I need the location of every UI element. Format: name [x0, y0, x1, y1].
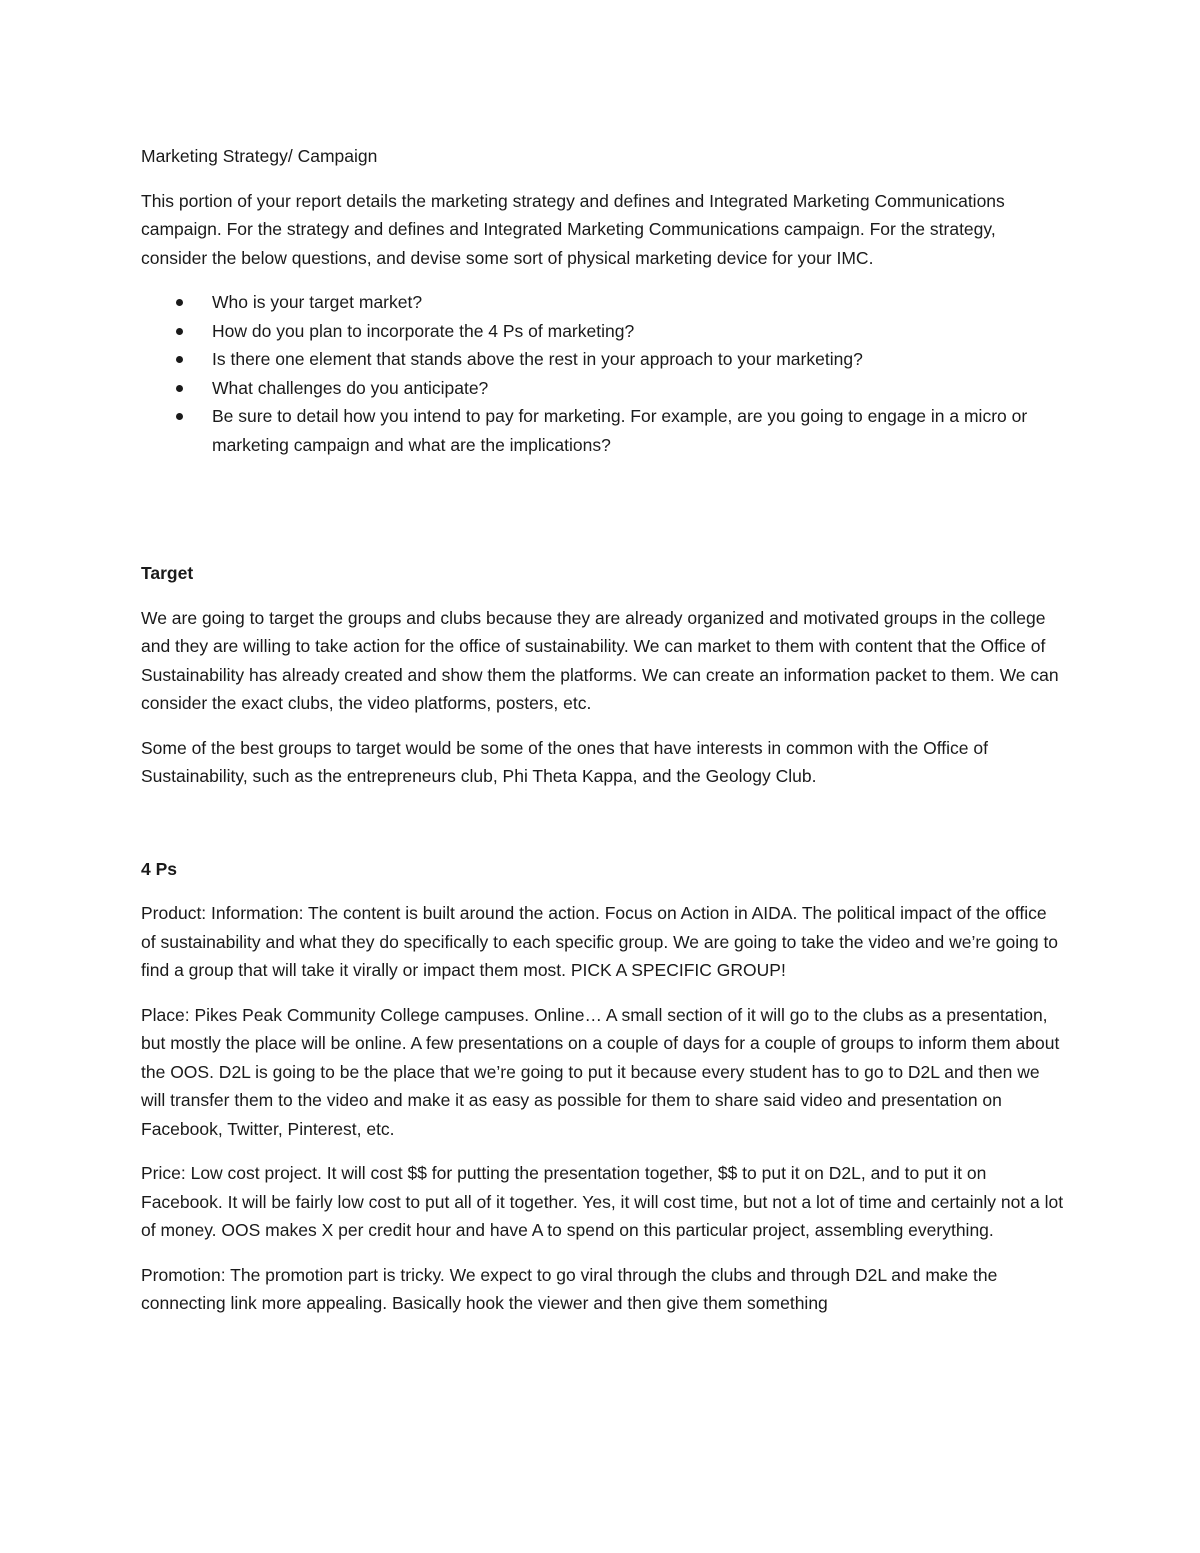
price-paragraph: Price: Low cost project. It will cost $$ for putting the presentation together, $$ to put it on D2L, and to put it on Facebook. It will be fairly low cost to put all of it together. Yes, it will cost time, but not a lot of time and certainly not a lot of money. OOS makes X per credit hour and have A to spend on this particular project, assembling everything.: [141, 1163, 1064, 1240]
product-paragraph: Product: Information: The content is built around the action. Focus on Action in AIDA. The political impact of the office of sustainability and what they do specifically to each specific group. We are going to take the video and we’re going to find a group that will take it virally or impact them most. PICK A SPECIFIC GROUP!: [141, 903, 1059, 980]
list-item-text: Is there one element that stands above the rest in your approach to your marketing?: [212, 349, 863, 369]
spacer: [141, 475, 1066, 559]
bullet-icon: [176, 413, 183, 420]
four-ps-heading: 4 Ps: [141, 858, 177, 879]
bullet-icon: [176, 299, 183, 306]
document-page: [141, 142, 1066, 1334]
list-item-text: Who is your target market?: [212, 292, 423, 312]
bullet-icon: [176, 385, 183, 392]
target-heading: Target: [141, 563, 194, 583]
question-list: [141, 288, 1066, 459]
spacer: [141, 807, 1066, 855]
list-item-text: How do you plan to incorporate the 4 Ps of marketing?: [212, 320, 635, 341]
target-paragraph: We are going to target the groups and clubs because they are already organized and motivated groups in the college and they are willing to take action for the office of sustainability. We can market to them with content that the Office of Sustainability has already created and show them the platforms. We can create an information packet to them. We can consider the exact clubs, the video platforms, posters, etc.: [141, 607, 1059, 713]
intro-paragraph: This portion of your report details the marketing strategy and defines and Integrated Marketing Communications campaign. For the strategy and defines and Integrated Marketing Communications campaign. For the strategy, consider the below questions, and devise some sort of physical marketing device for your IMC.: [141, 190, 1005, 268]
list-item: [141, 402, 1066, 459]
bullet-icon: [176, 328, 183, 335]
list-item: [141, 374, 1066, 403]
target-paragraph: Some of the best groups to target would be some of the ones that have interests in common with the Office of Sustainability, such as the entrepreneurs club, Phi Theta Kappa, and the Geology Club.: [141, 737, 988, 786]
bullet-icon: [176, 356, 183, 363]
list-item: [141, 317, 1066, 346]
list-item-text: What challenges do you anticipate?: [212, 377, 489, 398]
place-paragraph: Place: Pikes Peak Community College campuses. Online… A small section of it will go to the clubs as a presentation, but mostly the place will be online. A few presentations on a couple of days for a couple of groups to inform them about the OOS. D2L is going to be the place that we’re going to put it because every student has to go to D2L and then we will transfer them to the video and make it as easy as possible for them to share said video and presentation on Facebook, Twitter, Pinterest, etc.: [141, 1004, 1060, 1139]
list-item-text: Be sure to detail how you intend to pay for marketing. For example, are you going to engage in a micro or marketing campaign and what are the implications?: [212, 406, 1028, 455]
list-item: [141, 288, 1066, 317]
promotion-paragraph: Promotion: The promotion part is tricky. We expect to go viral through the clubs and through D2L and make the connecting link more appealing. Basically hook the viewer and then give them something: [141, 1264, 998, 1313]
document-title: Marketing Strategy/ Campaign: [141, 146, 378, 166]
list-item: [141, 345, 1066, 374]
